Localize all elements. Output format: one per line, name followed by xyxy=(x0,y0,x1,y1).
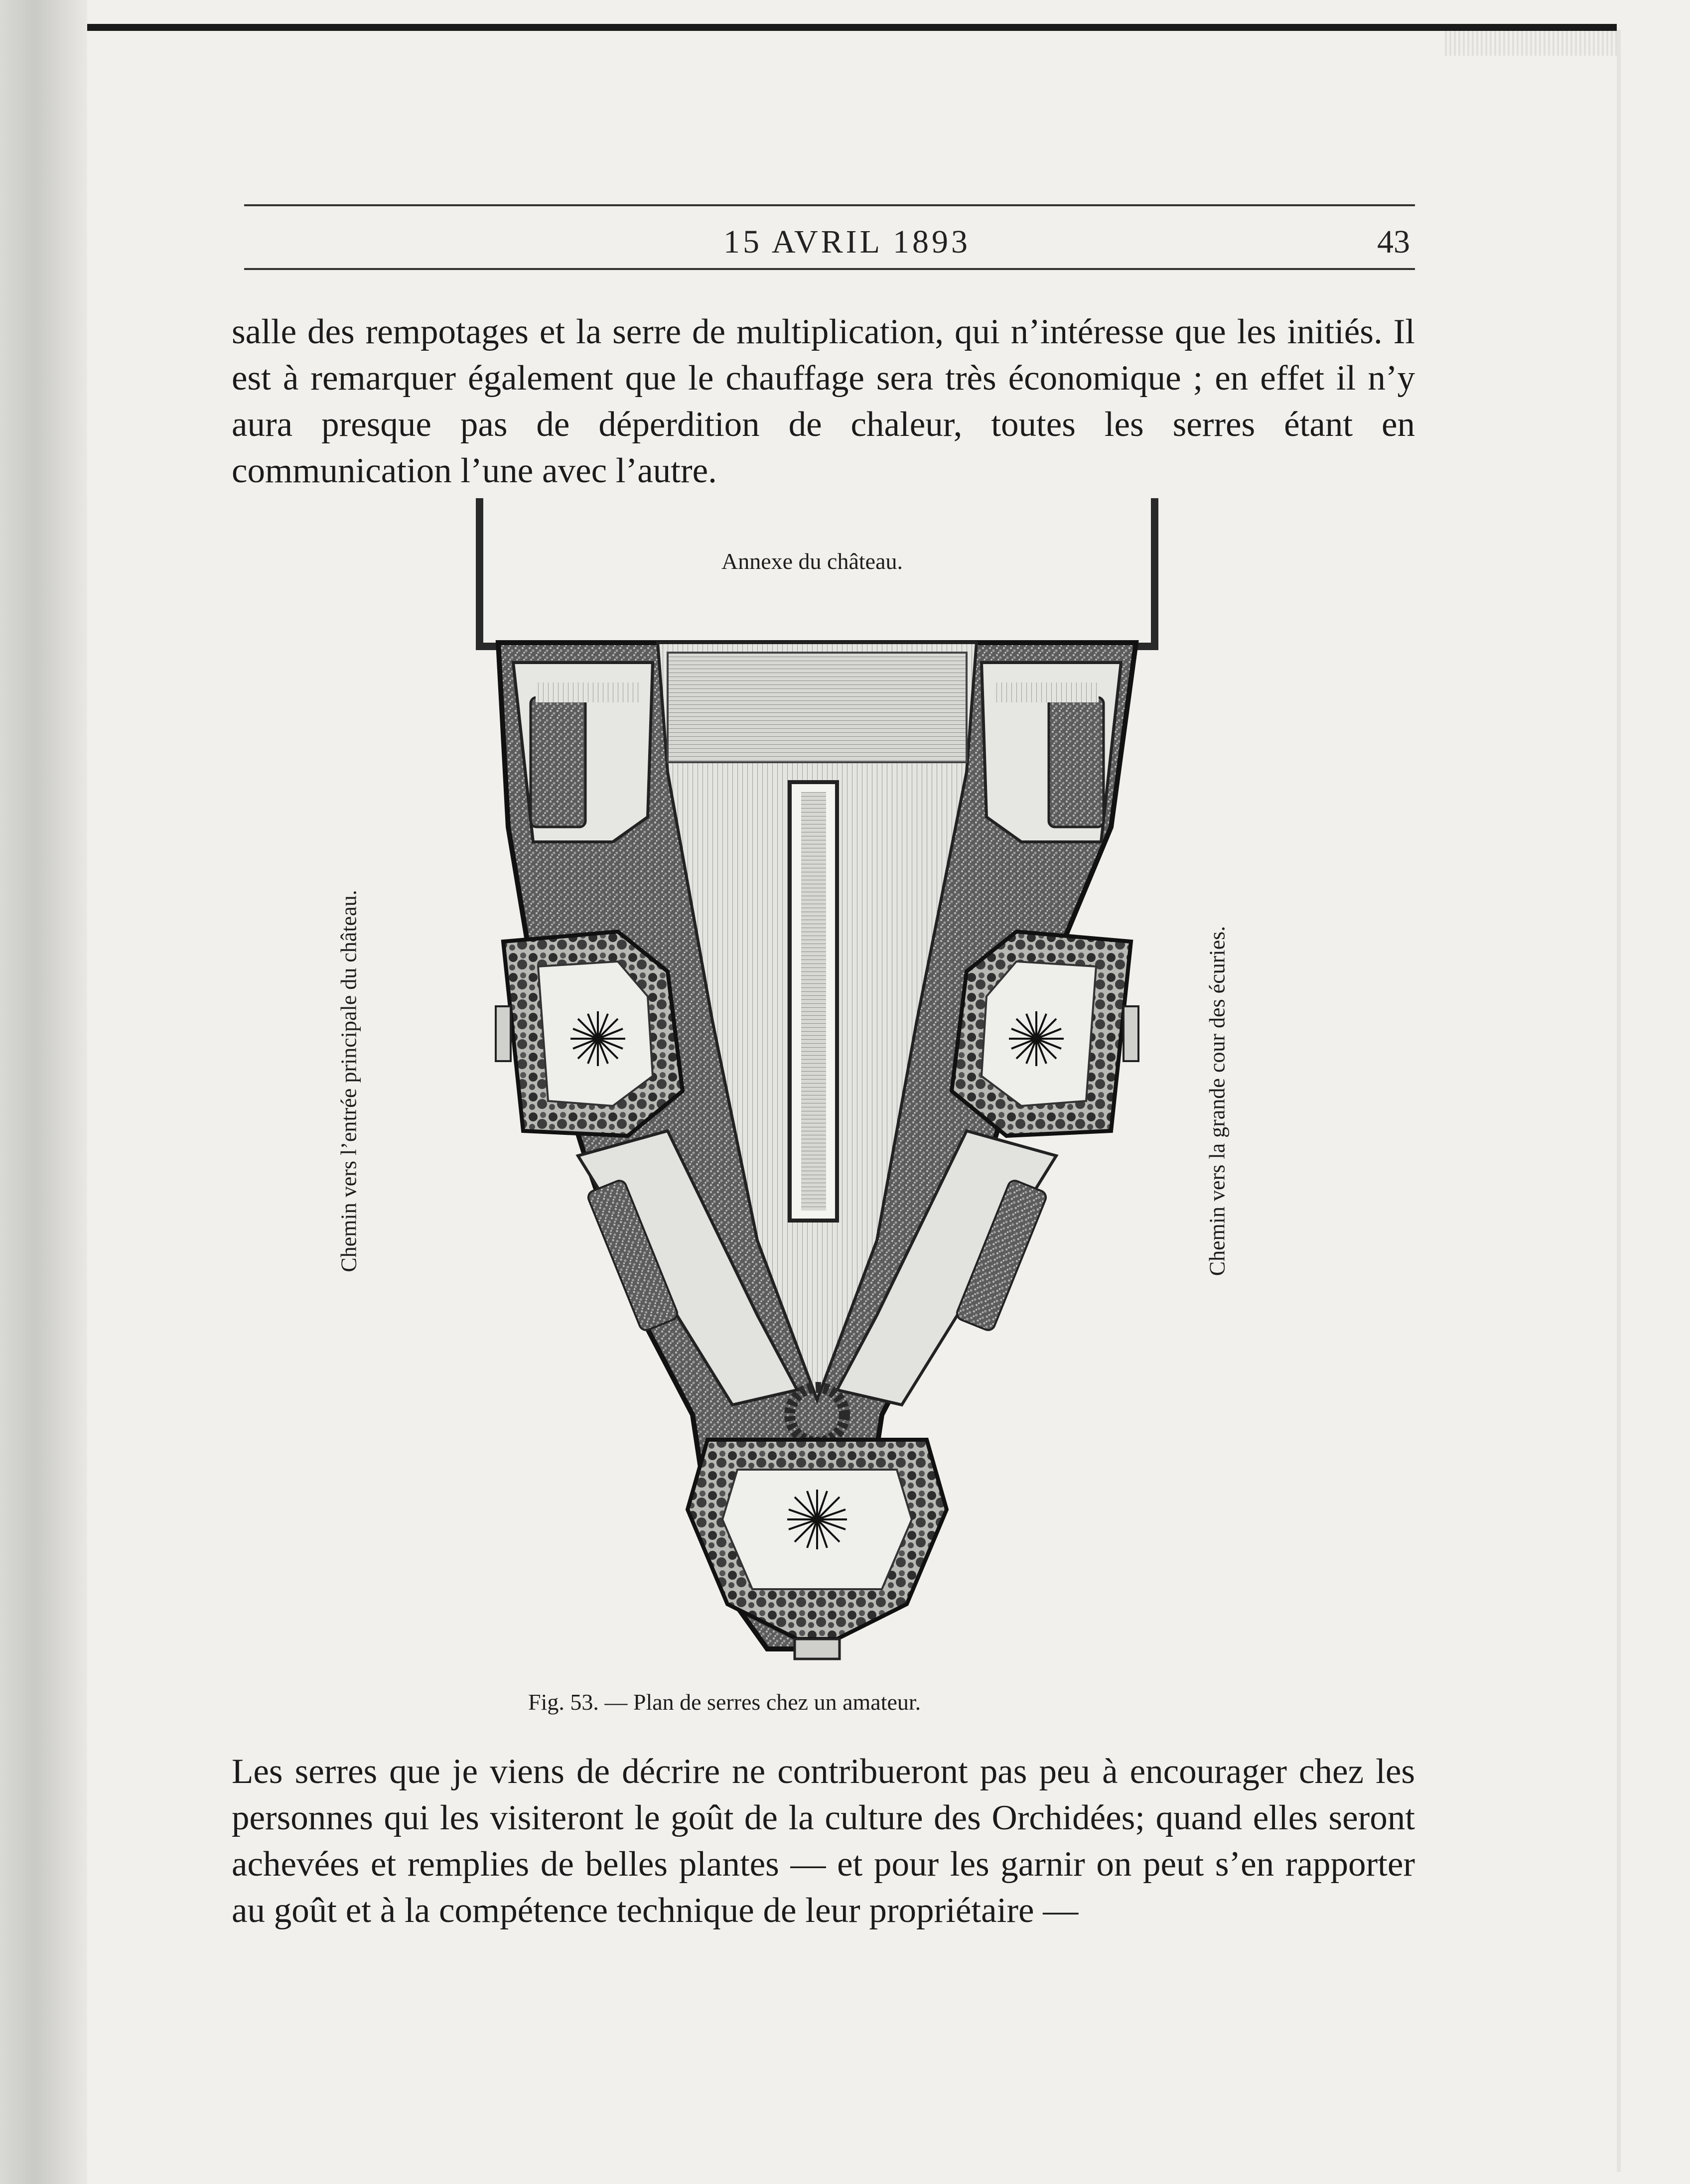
right-palm-icon xyxy=(1009,1011,1064,1066)
paragraph-1: salle des rempotages et la serre de multiplication, qui n’intéresse que les initiés. Il est à remarquer également que le chauffage sera très économique ; en effet il n’y aura presque pas de déperdition de chaleur, toutes les serres étant en communication l’une avec l’autre. xyxy=(232,312,1415,490)
left-palm-icon xyxy=(570,1011,625,1066)
header-date: 15 AVRIL 1893 xyxy=(723,224,971,260)
scan-right-edge xyxy=(1617,30,1621,2172)
greenhouse-plan-figure xyxy=(336,493,1236,1679)
greenhouse-plan-drawing xyxy=(389,493,1236,1679)
header-rule-top xyxy=(244,204,1415,206)
header-rule-bottom xyxy=(244,268,1415,270)
figure-caption: Fig. 53. — Plan de serres chez un amateur. xyxy=(528,1689,921,1715)
scan-top-edge xyxy=(87,24,1617,31)
page-number: 43 xyxy=(1377,224,1410,260)
label-annexe: Annexe du château. xyxy=(721,548,903,574)
scan-spine-shadow xyxy=(0,0,87,2184)
bottom-palm-icon xyxy=(787,1490,847,1549)
paragraph-2: Les serres que je viens de décrire ne contribueront pas peu à encourager chez les personnes qui les visiteront le goût de la culture des Orchidées; quand elles seront achevées et remplies de belles plantes — et pour les garnir on peut s’en rapporter au goût et à la compétence technique de leur propriétaire — xyxy=(232,1752,1415,1930)
scan-top-texture xyxy=(1445,31,1617,56)
label-right-path: Chemin vers la grande cour des écuries. xyxy=(1205,926,1230,1276)
label-left-path: Chemin vers l’entrée principale du château. xyxy=(336,890,361,1272)
